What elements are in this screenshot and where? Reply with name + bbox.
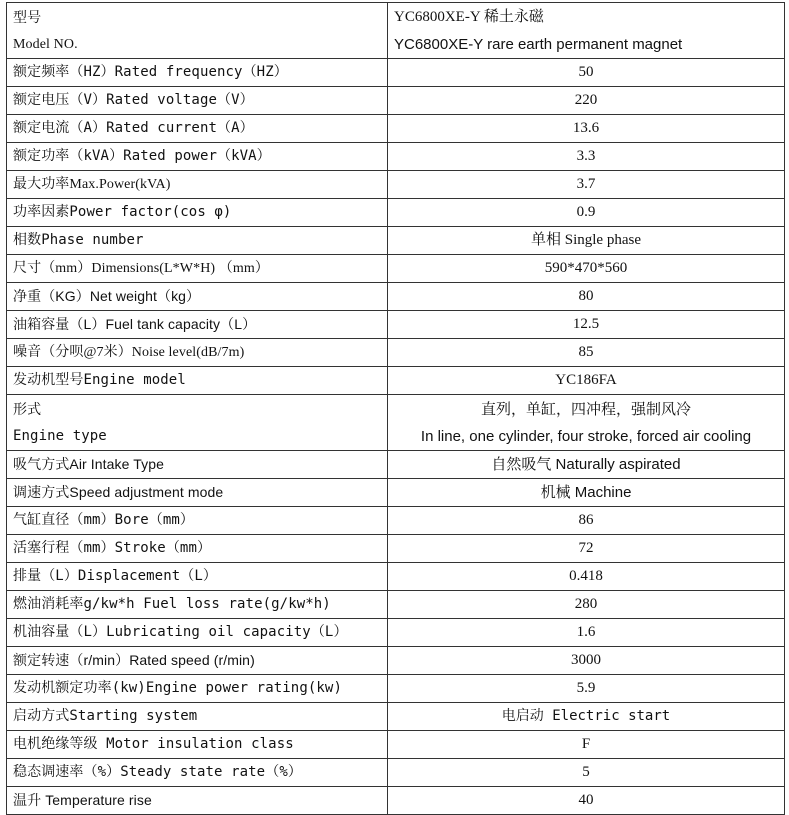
row-label: 稳态调速率（%）Steady state rate（%） (7, 759, 388, 787)
row-label: 额定转速（r/min）Rated speed (r/min) (7, 647, 388, 675)
row-label: 启动方式Starting system (7, 703, 388, 731)
row-value: 50 (388, 59, 785, 87)
row-label: 燃油消耗率g/kw*h Fuel loss rate(g/kw*h) (7, 591, 388, 619)
row-label: 温升 Temperature rise (7, 787, 388, 815)
row-value: 机械 Machine (388, 479, 785, 507)
row-label: 噪音（分呗@7米）Noise level(dB/7m) (7, 339, 388, 367)
table-row (7, 115, 785, 143)
table-row (7, 591, 785, 619)
table-row (7, 451, 785, 479)
row-value: 3000 (388, 647, 785, 675)
table-row-engine-type (7, 395, 785, 451)
row-label: 净重（KG）Net weight（kg） (7, 283, 388, 311)
engine-type-value-cell (388, 395, 785, 451)
table-row (7, 199, 785, 227)
row-value: 13.6 (388, 115, 785, 143)
row-label: 相数Phase number (7, 227, 388, 255)
row-label: 活塞行程（mm）Stroke（mm） (7, 535, 388, 563)
model-label-cell (7, 3, 388, 59)
table-row (7, 703, 785, 731)
table-row (7, 675, 785, 703)
row-value: YC186FA (388, 367, 785, 395)
row-value: 12.5 (388, 311, 785, 339)
row-label: 额定功率（kVA）Rated power（kVA） (7, 143, 388, 171)
table-row (7, 787, 785, 815)
row-value: 1.6 (388, 619, 785, 647)
row-value: 电启动 Electric start (388, 703, 785, 731)
row-value: 590*470*560 (388, 255, 785, 283)
row-label: 油箱容量（L）Fuel tank capacity（L） (7, 311, 388, 339)
row-label: 功率因素Power factor(cos φ) (7, 199, 388, 227)
row-label: 电机绝缘等级 Motor insulation class (7, 731, 388, 759)
table-row (7, 731, 785, 759)
row-label: 发动机型号Engine model (7, 367, 388, 395)
row-value: 0.9 (388, 199, 785, 227)
engine-type-value-zh: 直列，单缸，四冲程，强制风冷 (480, 400, 691, 418)
row-value: 80 (388, 283, 785, 311)
model-value-line2: YC6800XE-Y rare earth permanent magnet (394, 35, 683, 53)
row-label: 额定电流（A）Rated current（A） (7, 115, 388, 143)
table-row (7, 255, 785, 283)
table-row (7, 367, 785, 395)
table-row (7, 171, 785, 199)
table-row (7, 339, 785, 367)
row-label: 吸气方式Air Intake Type (7, 451, 388, 479)
row-label: 气缸直径（mm）Bore（mm） (7, 507, 388, 535)
row-value: 3.7 (388, 171, 785, 199)
row-value: 0.418 (388, 563, 785, 591)
row-value: 86 (388, 507, 785, 535)
model-value-line1: YC6800XE-Y 稀土永磁 (394, 8, 544, 25)
table-row (7, 759, 785, 787)
model-label-en: Model NO. (13, 36, 78, 52)
spec-table (6, 2, 785, 815)
row-label: 尺寸（mm）Dimensions(L*W*H) （mm） (7, 255, 388, 283)
table-row (7, 59, 785, 87)
row-value: 5 (388, 759, 785, 787)
table-row-model (7, 3, 785, 59)
row-value: F (388, 731, 785, 759)
row-label: 机油容量（L）Lubricating oil capacity（L） (7, 619, 388, 647)
table-row (7, 311, 785, 339)
row-value: 5.9 (388, 675, 785, 703)
row-value: 85 (388, 339, 785, 367)
row-value: 单相 Single phase (388, 227, 785, 255)
table-row (7, 563, 785, 591)
engine-type-label-en: Engine type (13, 427, 107, 444)
model-label-zh: 型号 (13, 8, 42, 25)
table-row (7, 479, 785, 507)
row-label: 调速方式Speed adjustment mode (7, 479, 388, 507)
table-row (7, 647, 785, 675)
table-row (7, 283, 785, 311)
row-value: 3.3 (388, 143, 785, 171)
row-value: 40 (388, 787, 785, 815)
table-row (7, 535, 785, 563)
engine-type-label-cell (7, 395, 388, 451)
engine-type-value-en: In line, one cylinder, four stroke, forced air cooling (420, 427, 752, 445)
row-label: 发动机额定功率(kw)Engine power rating(kw) (7, 675, 388, 703)
row-label: 额定电压（V）Rated voltage（V） (7, 87, 388, 115)
table-row (7, 507, 785, 535)
engine-type-label-zh: 形式 (13, 400, 42, 417)
table-row (7, 619, 785, 647)
model-value-cell (388, 3, 785, 59)
table-row (7, 227, 785, 255)
row-value: 280 (388, 591, 785, 619)
row-label: 最大功率Max.Power(kVA) (7, 171, 388, 199)
row-label: 额定频率（HZ）Rated frequency（HZ） (7, 59, 388, 87)
table-row (7, 143, 785, 171)
row-value: 72 (388, 535, 785, 563)
row-value: 220 (388, 87, 785, 115)
row-label: 排量（L）Displacement（L） (7, 563, 388, 591)
row-value: 自然吸气 Naturally aspirated (388, 451, 785, 479)
table-row (7, 87, 785, 115)
